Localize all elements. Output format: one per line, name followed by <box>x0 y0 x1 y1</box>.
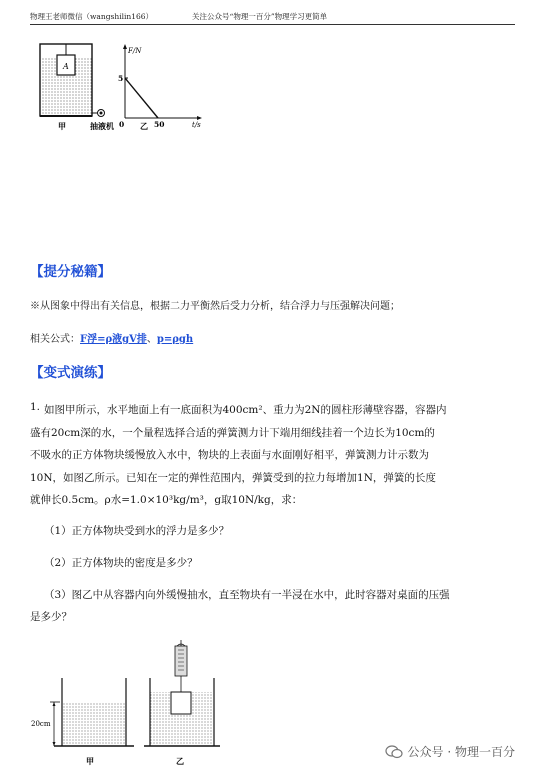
watermark <box>385 743 515 760</box>
sub-question-1: （1）正方体物块受到水的浮力是多少？ <box>44 525 230 537</box>
question-body <box>30 399 484 512</box>
sub-question-3-line1: （3）图乙中从容器内向外缓慢抽水，直至物块有一半浸在水中，此时容器对桌面的压强 <box>44 589 450 601</box>
container-yi-bottom <box>144 640 220 766</box>
cube-block <box>171 692 191 714</box>
section-title-tips: 【提分秘籍】 <box>30 264 111 280</box>
section-title-practice: 【变式演练】 <box>30 365 111 381</box>
formula-prefix: 相关公式： <box>30 334 80 345</box>
spring-scale-icon <box>175 640 187 680</box>
y-tick-5: 5 <box>118 74 124 83</box>
sub-question-3-line2: 是多少？ <box>30 611 72 623</box>
formula-line <box>30 330 193 345</box>
origin-label: 0 <box>119 120 125 129</box>
block-a-label: A <box>63 62 69 71</box>
tip-text: ※从图象中得出有关信息，根据二力平衡然后受力分析，结合浮力与压强解决问题； <box>30 301 400 312</box>
watermark-text: 公众号 · 物理一百分 <box>407 745 515 759</box>
label-jia-top: 甲 <box>58 122 66 131</box>
question-line: 盛有20cm深的水，一个量程选择合适的弹簧测力计下端用细线挂着一个边长为10cm的 <box>30 426 435 439</box>
label-jia-bottom: 甲 <box>86 757 94 766</box>
label-pump: 抽液机 <box>90 122 114 131</box>
sub-question-2: （2）正方体物块的密度是多少？ <box>44 557 198 569</box>
wechat-icon <box>385 745 403 759</box>
header-left-text: 物理王老师微信（wangshilin166） <box>30 12 154 21</box>
question-line: 不吸水的正方体物块缓慢放入水中，物块的上表面与水面刚好相平，弹簧测力计示数为 <box>30 449 429 461</box>
label-yi-top: 乙 <box>140 122 148 131</box>
formula-pressure[interactable]: p=ρgh <box>156 334 194 345</box>
depth-label: 20cm <box>31 720 51 728</box>
question-line: 10N，如图乙所示。已知在一定的弹性范围内，弹簧受到的拉力每增加1N，弹簧的长度 <box>30 471 436 484</box>
question-line: 就伸长0.5cm。ρ水=1.0×10³kg/m³，g取10N/kg，求： <box>30 494 303 506</box>
label-yi-bottom: 乙 <box>176 757 184 766</box>
x-axis-label: t/s <box>192 121 201 129</box>
x-tick-50: 50 <box>154 120 165 129</box>
question-number: 1. <box>30 401 41 413</box>
formula-buoyancy[interactable]: F浮=ρ液gV排 <box>80 334 147 345</box>
graph-yi <box>118 44 202 131</box>
container-jia <box>40 44 114 131</box>
question-line: 如图甲所示，水平地面上有一底面积为400cm²、重力为2N的圆柱形薄壁容器，容器内 <box>44 404 447 416</box>
header-center-text: 关注公众号“物理一百分”物理学习更简单 <box>192 12 328 21</box>
container-jia-bottom <box>31 678 134 766</box>
y-axis-label: F/N <box>128 47 142 55</box>
figure-bottom <box>30 640 230 770</box>
formula-separator: 、 <box>146 334 157 345</box>
page-header <box>30 8 515 25</box>
graph-line <box>125 78 158 118</box>
figure-top <box>30 40 210 135</box>
